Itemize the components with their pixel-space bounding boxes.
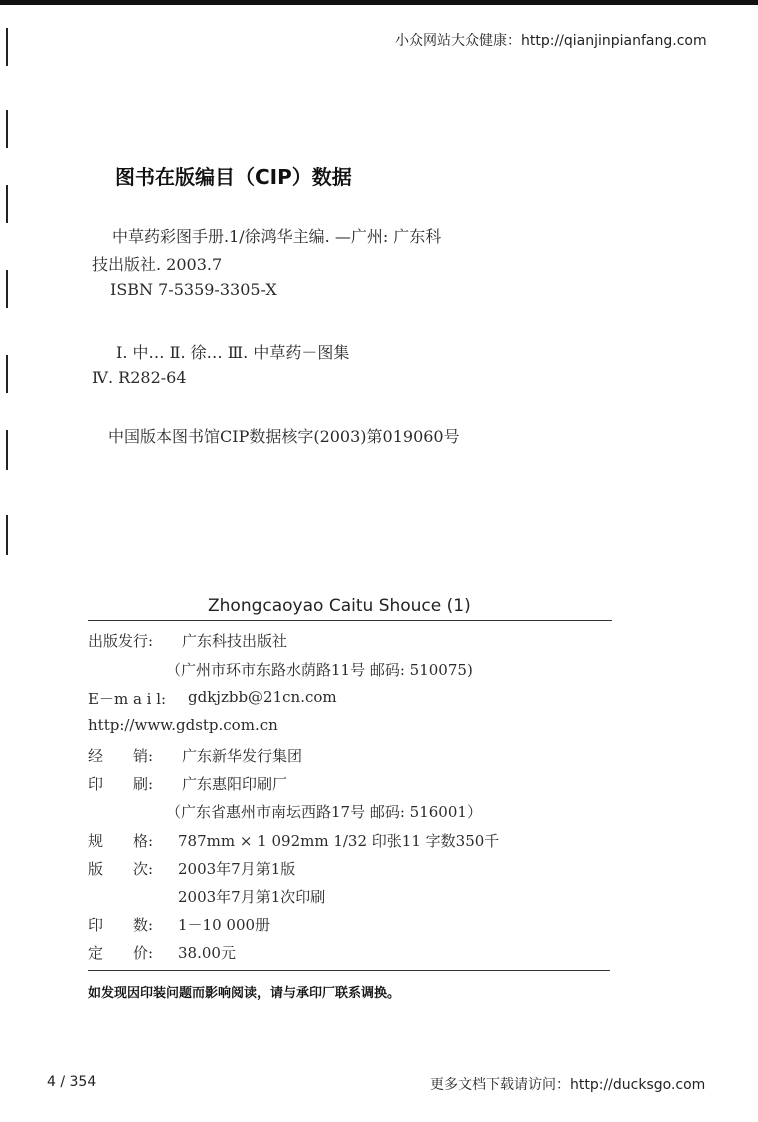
cip-title: 图书在版编目（CIP）数据 <box>115 165 352 189</box>
scan-edge-mark <box>6 270 8 308</box>
scan-edge-mark <box>6 110 8 148</box>
colophon-bottom-rule <box>88 970 610 971</box>
price-value: 38.00元 <box>178 944 236 962</box>
cip-line-1: 中草药彩图手册.1/徐鸿华主编. —广州: 广东科 <box>112 227 442 246</box>
email-label: E－m a i l: <box>88 690 167 708</box>
header-link[interactable]: 小众网站大众健康：http://qianjinpianfang.com <box>395 33 707 49</box>
edition-value: 2003年7月第1版 <box>178 860 296 878</box>
printer-address: （广东省惠州市南坛西路17号 邮码: 516001） <box>166 803 482 821</box>
cip-classification: Ⅰ. 中… Ⅱ. 徐… Ⅲ. 中草药－图集 <box>116 343 350 362</box>
scan-edge-mark <box>6 355 8 393</box>
scan-edge-mark <box>6 28 8 66</box>
footer-link[interactable]: 更多文档下载请访问：http://ducksgo.com <box>430 1077 706 1093</box>
format-value: 787mm × 1 092mm 1/32 印张11 字数350千 <box>178 832 500 850</box>
cip-line-2: 技出版社. 2003.7 <box>92 255 223 274</box>
email-value[interactable]: gdkjzbb@21cn.com <box>188 688 337 706</box>
distributor-value: 广东新华发行集团 <box>182 747 303 765</box>
colophon-top-rule <box>88 620 612 621</box>
cip-isbn: ISBN 7-5359-3305-X <box>110 280 277 299</box>
pinyin-title: Zhongcaoyao Caitu Shouce (1) <box>208 596 471 616</box>
top-border <box>0 0 758 5</box>
format-label: 规 格: <box>88 832 154 850</box>
distributor-label: 经 销: <box>88 747 154 765</box>
print-notice: 如发现因印装问题而影响阅读，请与承印厂联系调换。 <box>88 986 401 1001</box>
publisher-value: 广东科技出版社 <box>182 632 288 650</box>
printing-value: 2003年7月第1次印刷 <box>178 888 326 906</box>
website-link[interactable]: http://www.gdstp.com.cn <box>88 716 278 734</box>
cip-class-number: Ⅳ. R282-64 <box>92 368 187 387</box>
page-number: 4 / 354 <box>47 1074 97 1090</box>
printer-value: 广东惠阳印刷厂 <box>182 775 288 793</box>
scan-edge-mark <box>6 430 8 470</box>
scan-edge-mark <box>6 515 8 555</box>
price-label: 定 价: <box>88 944 154 962</box>
edition-label: 版 次: <box>88 860 154 878</box>
print-run-value: 1－10 000册 <box>178 916 271 934</box>
printer-label: 印 刷: <box>88 775 154 793</box>
print-run-label: 印 数: <box>88 916 154 934</box>
scan-edge-mark <box>6 185 8 223</box>
cip-record-number: 中国版本图书馆CIP数据核字(2003)第019060号 <box>108 427 460 446</box>
publisher-address: （广州市环市东路水荫路11号 邮码: 510075) <box>166 661 473 679</box>
publisher-label: 出版发行: <box>88 632 154 650</box>
